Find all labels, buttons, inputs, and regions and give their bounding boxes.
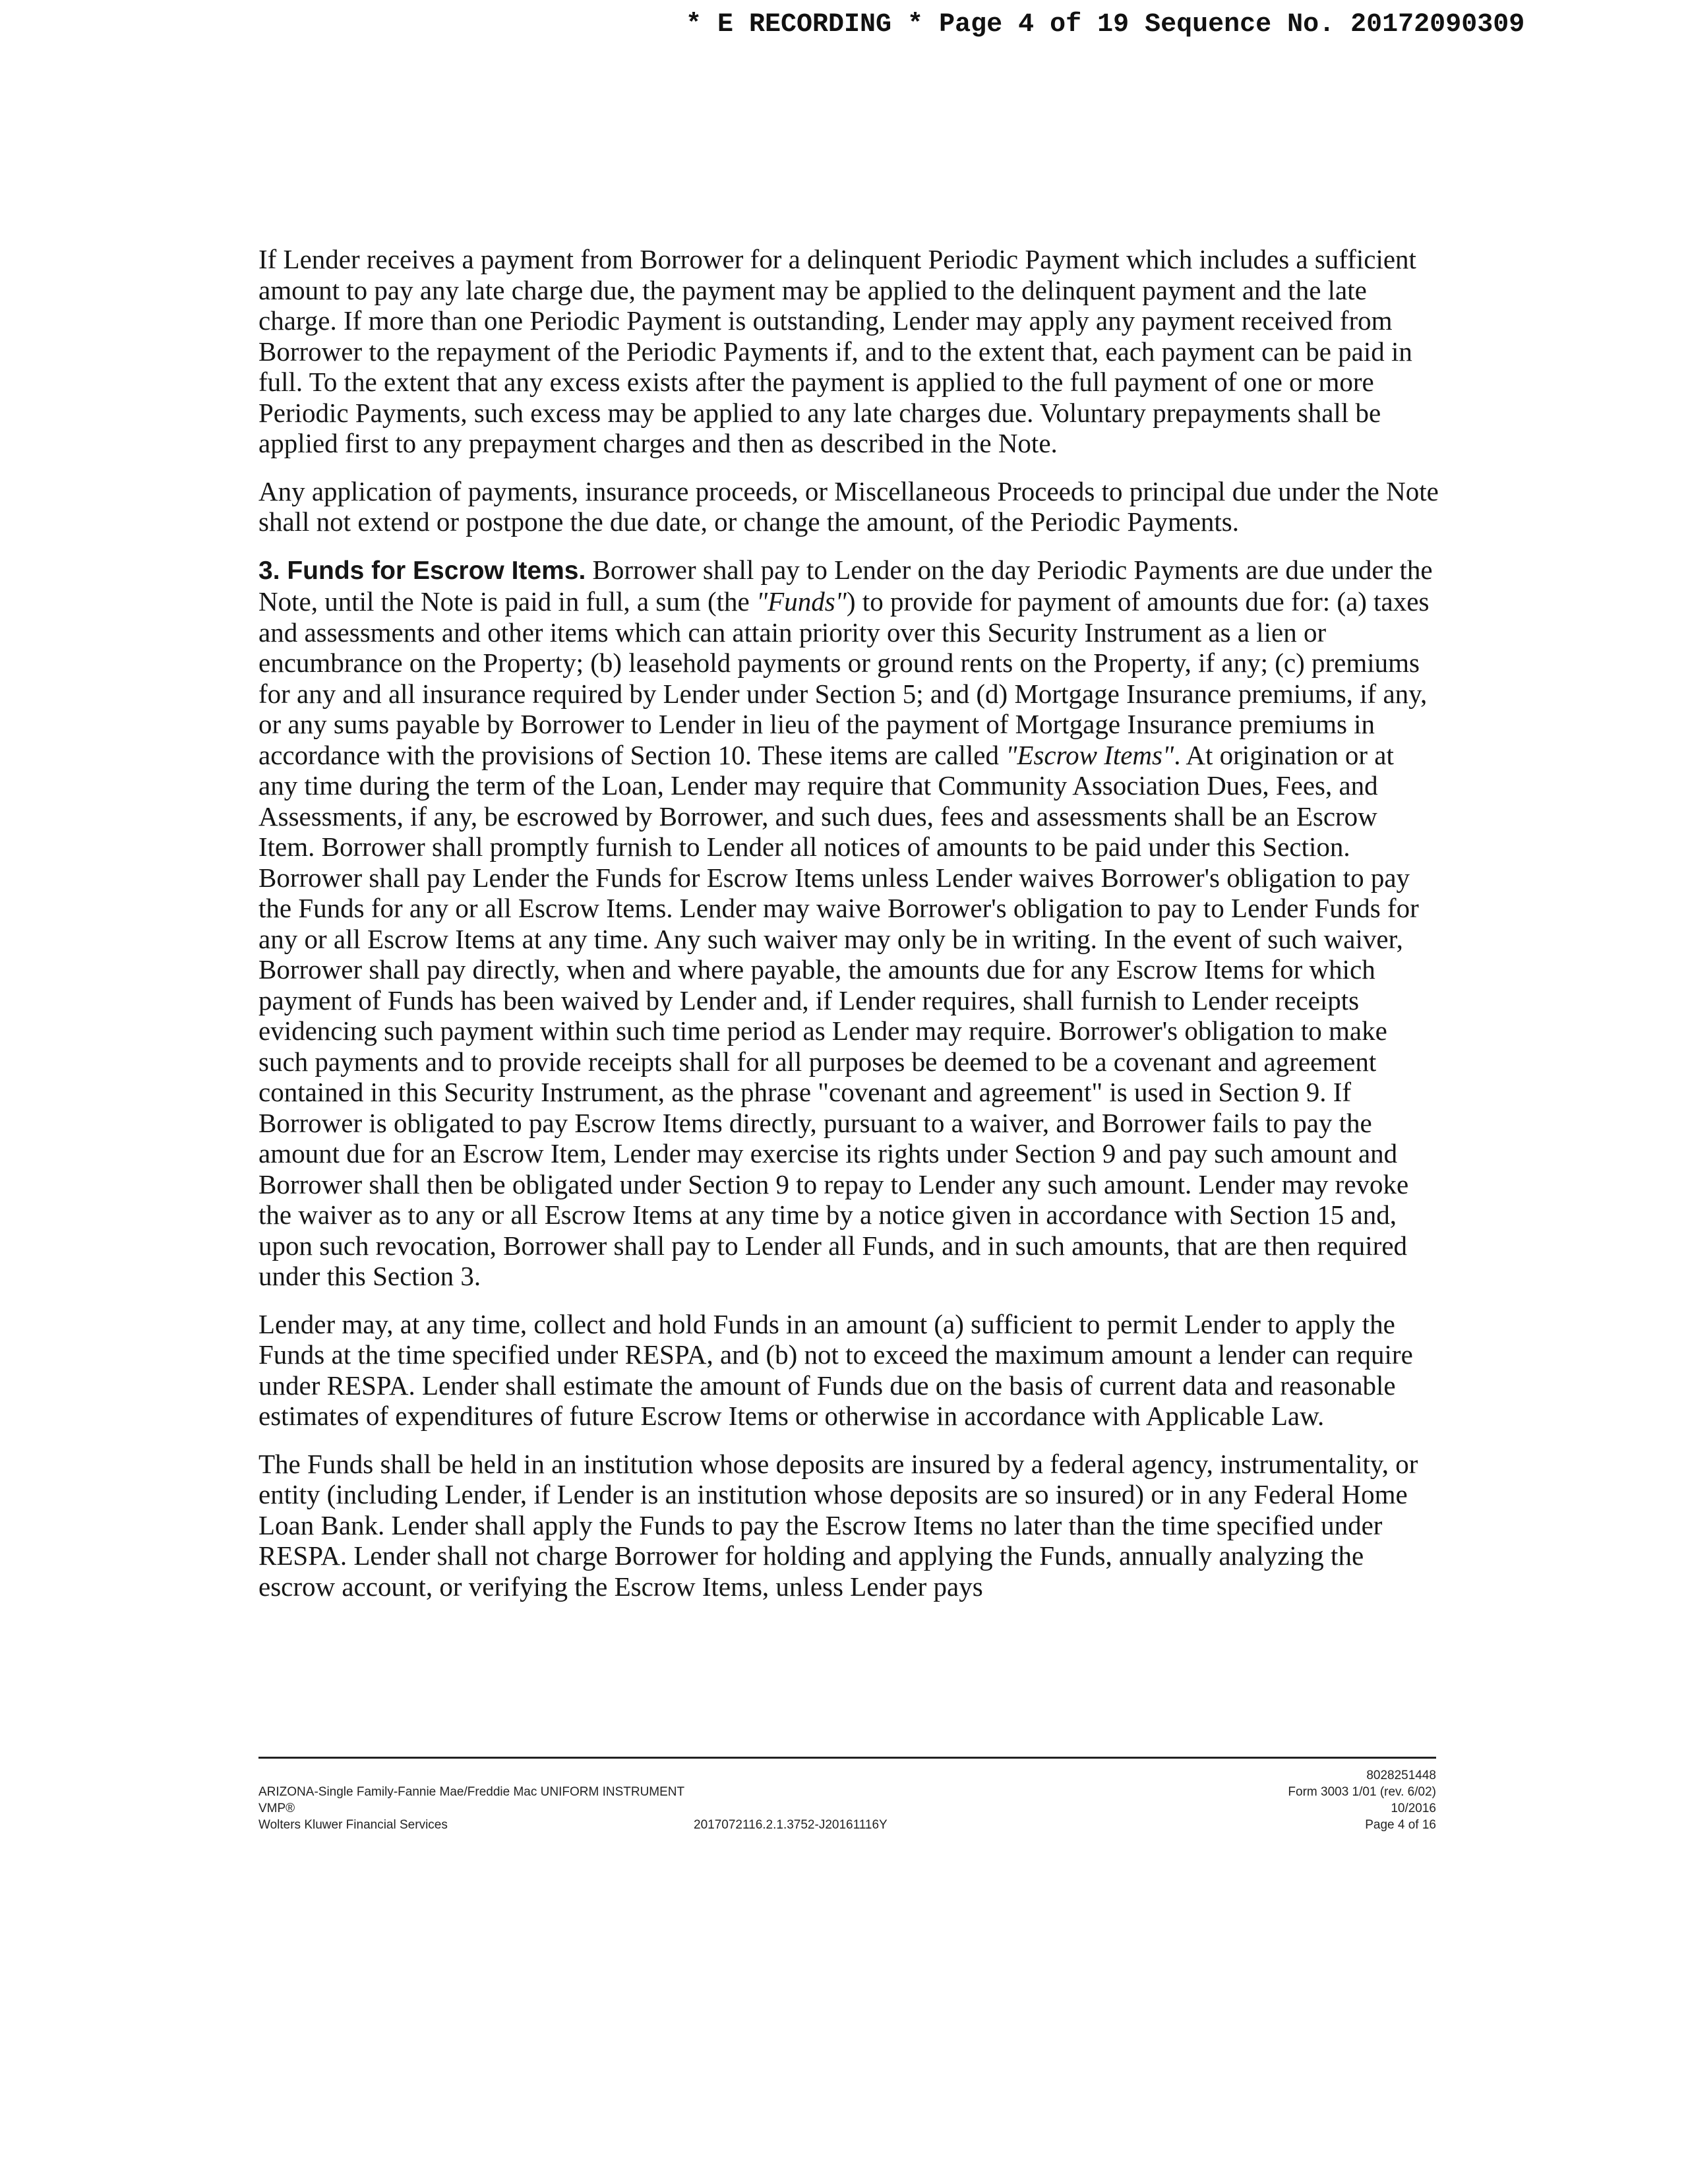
- section-text-part: . At origination or at any time during the term of the Loan, Lender may require that Community Association Dues, Fees, and Assessments, if any, be escrowed by Borrower, and such dues, fees and assessments shall be an Escrow Item. Borrower shall promptly furnish to Lender all notices of amounts to be paid under this Section. Borrower shall pay Lender the Funds for Escrow Items unless Lender waives Borrower's obligation to pay the Funds for any or all Escrow Items. Lender may waive Borrower's obligation to pay to Lender Funds for any or all Escrow Items at any time. Any such waiver may only be in writing. In the event of such waiver, Borrower shall pay directly, when and where payable, the amounts due for any Escrow Items for which payment of Funds has been waived by Lender and, if Lender requires, shall furnish to Lender receipts evidencing such payment within such time period as Lender may require. Borrower's obligation to make such payments and to provide receipts shall for all purposes be deemed to be a covenant and agreement contained in this Security Instrument, as the phrase "covenant and agreement" is used in Section 9. If Borrower is obligated to pay Escrow Items directly, pursuant to a waiver, and Borrower fails to pay the amount due for an Escrow Item, Lender may exercise its rights under Section 9 and pay such amount and Borrower shall then be obligated under Section 9 to repay to Lender any such amount. Lender may revoke the waiver as to any or all Escrow Items at any time by a notice given in accordance with Section 15 and, upon such revocation, Borrower shall pay to Lender all Funds, and in such amounts, that are then required under this Section 3.: [258, 739, 1419, 1291]
- section-text-part: ) to provide for payment of amounts due for: (a) taxes and assessments and other items which can attain priority over this Security Instrument as a lien or encumbrance on the Property; (b) leasehold payments or ground rents on the Property, if any; (c) premiums for any and all insurance required by Lender under Section 5; and (d) Mortgage Insurance premiums, if any, or any sums payable by Borrower to Lender in lieu of the payment of Mortgage Insurance premiums in accordance with the provisions of Section 10. These items are called: [258, 586, 1430, 770]
- page-footer: [258, 1767, 1436, 1840]
- paragraph-application-of-payments: Any application of payments, insurance proceeds, or Miscellaneous Proceeds to principal due under the Note shall not extend or postpone the due date, or change the amount, of the Periodic Payments.: [258, 475, 1439, 537]
- footer-revision-date: 10/2016: [1391, 1802, 1436, 1815]
- footer-publisher: Wolters Kluwer Financial Services: [258, 1818, 448, 1832]
- footer-page-number: Page 4 of 16: [1365, 1818, 1436, 1832]
- defined-term-escrow-items: "Escrow Items": [1006, 739, 1174, 770]
- footer-instrument-title: ARIZONA-Single Family-Fannie Mae/Freddie Mac UNIFORM INSTRUMENT: [258, 1785, 685, 1799]
- section-3-funds-for-escrow-items: [258, 555, 1439, 1292]
- recording-header: * E RECORDING * Page 4 of 19 Sequence No. 20172090309: [686, 10, 1525, 40]
- paragraph-funds-held-in-institution: The Funds shall be held in an institution whose deposits are insured by a federal agency, instrumentality, or entity (including Lender, if Lender is an institution whose deposits are so insured) or in any Federal Home Loan Bank. Lender shall apply the Funds to pay the Escrow Items no later than the time specified under RESPA. Lender shall not charge Borrower for holding and applying the Funds, annually analyzing the escrow account, or verifying the Escrow Items, unless Lender pays: [258, 1448, 1418, 1602]
- footer-vmp-mark: VMP®: [258, 1802, 295, 1815]
- paragraph-collect-and-hold-funds: Lender may, at any time, collect and hold Funds in an amount (a) sufficient to permit Lender to apply the Funds at the time specified under RESPA, and (b) not to exceed the maximum amount a lender can require under RESPA. Lender shall estimate the amount of Funds due on the basis of current data and reasonable estimates of expenditures of future Escrow Items or otherwise in accordance with Applicable Law.: [258, 1308, 1413, 1431]
- footer-form-details: [1288, 1767, 1436, 1833]
- paragraph-delinquent-payments: If Lender receives a payment from Borrower for a delinquent Periodic Payment which includes a sufficient amount to pay any late charge due, the payment may be applied to the delinquent payment and the late charge. If more than one Periodic Payment is outstanding, Lender may apply any payment received from Borrower to the repayment of the Periodic Payments if, and to the extent that, each payment can be paid in full. To the extent that any excess exists after the payment is applied to the full payment of one or more Periodic Payments, such excess may be applied to any late charges due. Voluntary prepayments shall be applied first to any prepayment charges and then as described in the Note.: [258, 244, 1416, 458]
- footer-form-number: Form 3003 1/01 (rev. 6/02): [1288, 1785, 1436, 1799]
- defined-term-funds: "Funds": [756, 586, 847, 617]
- footer-divider: [258, 1757, 1436, 1759]
- section-text-part: Borrower shall pay to Lender on the day Periodic Payments are due under the Note, until the Note is paid in full, a sum (the: [258, 554, 1433, 617]
- footer-form-info: [258, 1784, 684, 1833]
- footer-document-code: 2017072116.2.1.3752-J20161116Y: [694, 1818, 888, 1832]
- document-body: [258, 244, 1439, 1619]
- section-heading: 3. Funds for Escrow Items.: [258, 556, 586, 585]
- footer-loan-number: 8028251448: [1366, 1769, 1436, 1782]
